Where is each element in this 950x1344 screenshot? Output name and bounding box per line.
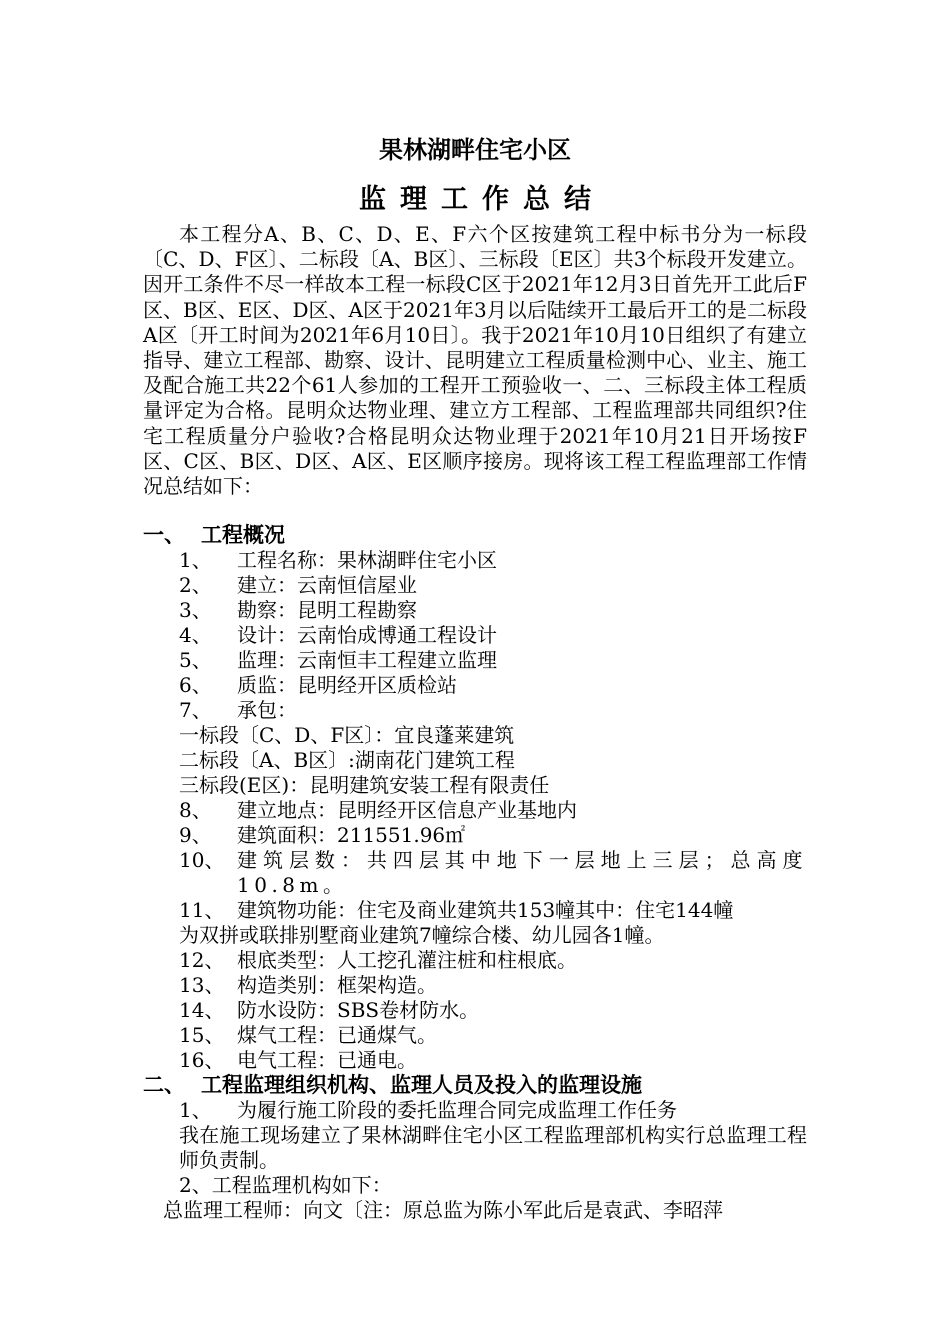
item-text: 建筑物功能：住宅及商业建筑共153幢其中：住宅144幢 xyxy=(237,898,734,922)
list-item xyxy=(179,823,465,848)
item-text: 建立地点：昆明经开区信息产业基地内 xyxy=(237,798,577,822)
item-number: 8、 xyxy=(179,798,212,822)
section-number: 一、 xyxy=(143,523,185,547)
list-item-text: 建筑层数：共四层其中地下一层地上三层；总高度10.8m。 xyxy=(237,848,807,897)
item-text: 建立：云南恒信屋业 xyxy=(237,573,417,597)
list-item xyxy=(179,898,733,923)
list-item-continuation: 我在施工现场建立了果林湖畔住宅小区工程监理部机构实行总监理工程师负责制。 xyxy=(179,1123,807,1172)
list-item xyxy=(179,623,497,648)
item-number: 7、 xyxy=(179,698,212,722)
list-item-number: 10、 xyxy=(179,848,225,872)
item-text: 承包： xyxy=(237,698,297,722)
section-1-heading xyxy=(143,523,285,548)
contractor-line: 三标段(E区)：昆明建筑安装工程有限责任 xyxy=(179,773,550,797)
list-item xyxy=(179,1023,437,1048)
list-item xyxy=(179,1048,417,1073)
section-title: 工程监理组织机构、监理人员及投入的监理设施 xyxy=(201,1073,642,1097)
list-item xyxy=(179,548,497,573)
item-number: 1、 xyxy=(179,548,212,572)
list-item xyxy=(179,948,577,973)
item-text: 监理：云南恒丰工程建立监理 xyxy=(237,648,497,672)
item-number: 14、 xyxy=(179,998,225,1022)
list-item xyxy=(179,648,497,673)
list-item xyxy=(179,973,437,998)
item-text: 为履行施工阶段的委托监理合同完成监理工作任务 xyxy=(237,1098,677,1122)
list-item xyxy=(179,798,577,823)
item-text: 设计：云南怡成博通工程设计 xyxy=(237,623,497,647)
item-text: 勘察：昆明工程勘察 xyxy=(237,598,417,622)
list-item xyxy=(179,698,297,723)
item-number: 12、 xyxy=(179,948,225,972)
item-number: 11、 xyxy=(179,898,225,922)
item-text: 煤气工程：已通煤气。 xyxy=(237,1023,437,1047)
section-number: 二、 xyxy=(143,1073,185,1097)
item-number: 2、 xyxy=(179,573,212,597)
item-text: 质监：昆明经开区质检站 xyxy=(237,673,457,697)
item-number: 9、 xyxy=(179,823,212,847)
list-item: 总监理工程师：向文〔注：原总监为陈小军此后是袁武、李昭萍 xyxy=(163,1198,723,1222)
list-item xyxy=(179,573,417,598)
item-number: 13、 xyxy=(179,973,225,997)
document-title: 果林湖畔住宅小区 xyxy=(379,136,571,164)
item-number: 6、 xyxy=(179,673,212,697)
item-text: 工程名称：果林湖畔住宅小区 xyxy=(237,548,497,572)
list-item-continuation: 为双拼或联排别墅商业建筑7幢综合楼、幼儿园各1幢。 xyxy=(179,923,665,947)
list-item xyxy=(179,598,417,623)
item-number: 5、 xyxy=(179,648,212,672)
item-text: 电气工程：已通电。 xyxy=(237,1048,417,1072)
item-number: 4、 xyxy=(179,623,212,647)
contractor-line: 二标段〔A、B区〕:湖南花门建筑工程 xyxy=(179,748,515,772)
item-number: 3、 xyxy=(179,598,212,622)
item-text: 防水设防：SBS卷材防水。 xyxy=(237,998,480,1022)
list-item xyxy=(179,998,479,1023)
list-item xyxy=(179,673,457,698)
item-number: 15、 xyxy=(179,1023,225,1047)
document-subtitle: 监理工作总结 xyxy=(359,184,605,215)
contractor-line: 一标段〔C、D、F区〕：宜良蓬莱建筑 xyxy=(179,723,515,747)
list-item: 2、工程监理机构如下： xyxy=(179,1173,392,1197)
section-title: 工程概况 xyxy=(201,523,285,547)
item-text: 建筑面积：211551.96㎡ xyxy=(237,823,466,847)
item-number: 16、 xyxy=(179,1048,225,1072)
intro-paragraph: 本工程分A、B、C、D、E、F六个区按建筑工程中标书分为一标段〔C、D、F区〕、二标段〔A、B区〕、三标段〔E区〕共3个标段开发建立。因开工条件不尽一样故本工程一标段C区于2021年12月3日首先开工此后F区、B区、E区、D区、A区于2021年3月以后陆续开工最后开工的是二标段A区〔开工时间为2021年6月10日〕。我于2021年10月10日组织了有建立指导、建立工程部、勘察、设计、昆明建立工程质量检测中心、业主、施工及配合施工共22个61人参加的工程开工预验收一、二、三标段主体工程质量评定为合格。昆明众达物业理、建立方工程部、工程监理部共同组织?住宅工程质量分户验收?合格昆明众达物业理于2021年10月21日开场按F区、C区、B区、D区、A区、E区顺序接房。现将该工程工程监理部工作情况总结如下： xyxy=(143,222,807,499)
list-item xyxy=(179,1098,677,1123)
section-2-heading xyxy=(143,1073,642,1098)
item-text: 构造类别：框架构造。 xyxy=(237,973,437,997)
item-number: 1、 xyxy=(179,1098,212,1122)
item-text: 根底类型：人工挖孔灌注桩和柱根底。 xyxy=(237,948,577,972)
